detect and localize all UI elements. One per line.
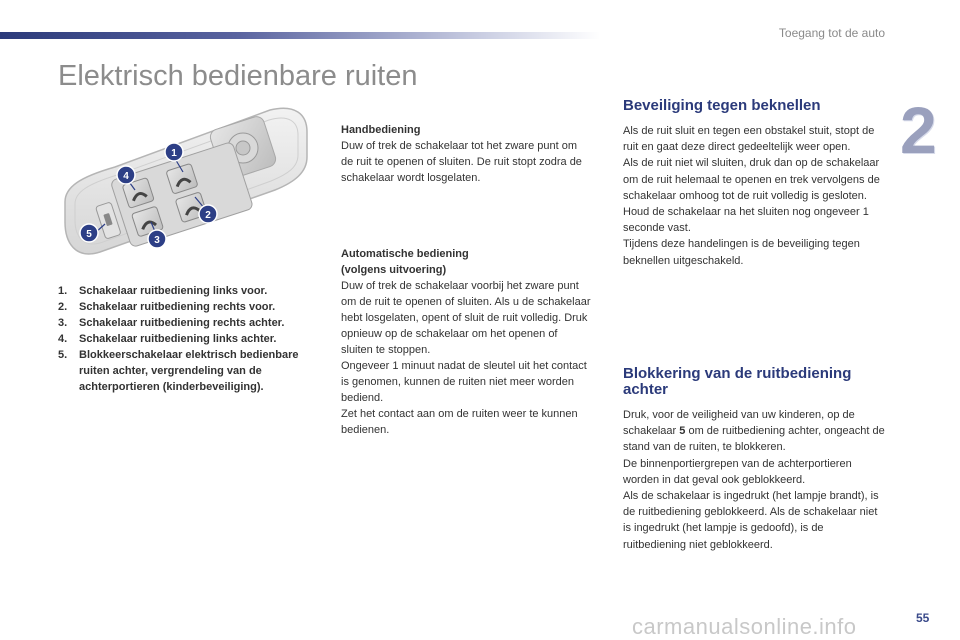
anti-pinch-para-2: Als de ruit niet wil sluiten, druk dan op de schakelaar om de ruit helemaal te openen en trek vervolgens de schakelaar omhoog tot de ruit volledig is gesloten. Houd de schakelaar na het sluiten nog ongeveer 1 seconde vast.	[623, 157, 880, 235]
anti-pinch-heading: Beveiliging tegen beknellen	[623, 97, 821, 114]
automatic-para-2: Ongeveer 1 minuut nadat de sleutel uit het contact is genomen, kunnen de ruiten niet meer worden bediend.	[341, 360, 587, 404]
callout-1-label: 1	[171, 148, 177, 159]
callout-3-label: 3	[154, 235, 160, 246]
window-switch-illustration	[55, 102, 315, 262]
header-bar	[0, 32, 600, 39]
callout-5-label: 5	[86, 229, 92, 240]
list-item: 2. Schakelaar ruitbediening rechts voor.	[58, 301, 276, 313]
chapter-title: Toegang tot de auto	[778, 26, 885, 40]
manual-body: Duw of trek de schakelaar tot het zware punt om de ruit te openen of sluiten. De ruit stopt zodra de schakelaar wordt losgelaten.	[341, 140, 582, 184]
automatic-subheading: (volgens uitvoering)	[341, 264, 447, 276]
callout-4-label: 4	[123, 171, 129, 182]
rear-lock-para-2: De binnenportiergrepen van de achterportieren worden in dat geval ook geblokkeerd.	[623, 457, 852, 486]
rear-lock-heading: Blokkering van de ruitbediening achter	[623, 365, 852, 398]
anti-pinch-para-1: Als de ruit sluit en tegen een obstakel stuit, stopt de ruit en gaat deze direct gedeeltelijk weer open.	[623, 125, 875, 154]
page-number: 55	[916, 611, 930, 625]
page-title: Elektrisch bedienbare ruiten	[58, 60, 418, 92]
list-item: 4. Schakelaar ruitbediening links achter.	[58, 333, 277, 345]
manual-heading: Handbediening	[341, 124, 421, 136]
anti-pinch-para-3: Tijdens deze handelingen is de beveiliging tegen beknellen uitgeschakeld.	[623, 238, 860, 267]
automatic-heading: Automatische bediening	[341, 248, 469, 260]
list-item: 5. Blokkeerschakelaar elektrisch bedienbare ruiten achter, vergrendeling van de achterportieren (kinderbeveiliging).	[58, 349, 299, 393]
list-item: 1. Schakelaar ruitbediening links voor.	[58, 285, 268, 297]
anti-pinch-section	[623, 98, 888, 269]
callout-2-label: 2	[205, 210, 211, 221]
switch-legend	[58, 283, 328, 395]
rear-lock-section	[623, 366, 888, 553]
automatic-para-3: Zet het contact aan om de ruiten weer te kunnen bedienen.	[341, 408, 578, 436]
rear-lock-para-1: Druk, voor de veiligheid van uw kinderen, op de schakelaar 5 om de ruitbediening achter, ongeacht de stand van de ruiten, te blokkeren.	[623, 409, 885, 454]
watermark: carmanualsonline.info	[632, 614, 857, 639]
rear-lock-para-3: Als de schakelaar is ingedrukt (het lampje brandt), is de ruitbediening geblokkeerd. Als de schakelaar niet is ingedrukt (het lampje is gedoofd), is de ruitbediening niet geblokkeerd.	[623, 490, 879, 551]
manual-operation-section	[341, 122, 591, 186]
automatic-operation-section	[341, 246, 591, 438]
chapter-number: 2	[900, 93, 935, 167]
list-item: 3. Schakelaar ruitbediening rechts achter.	[58, 317, 285, 329]
automatic-para-1: Duw of trek de schakelaar voorbij het zware punt om de ruit te openen of sluiten. Als u de schakelaar hebt losgelaten, opent of sluit de ruit volledig. Druk opnieuw op de schakelaar om het openen of sluiten te stoppen.	[341, 280, 591, 356]
